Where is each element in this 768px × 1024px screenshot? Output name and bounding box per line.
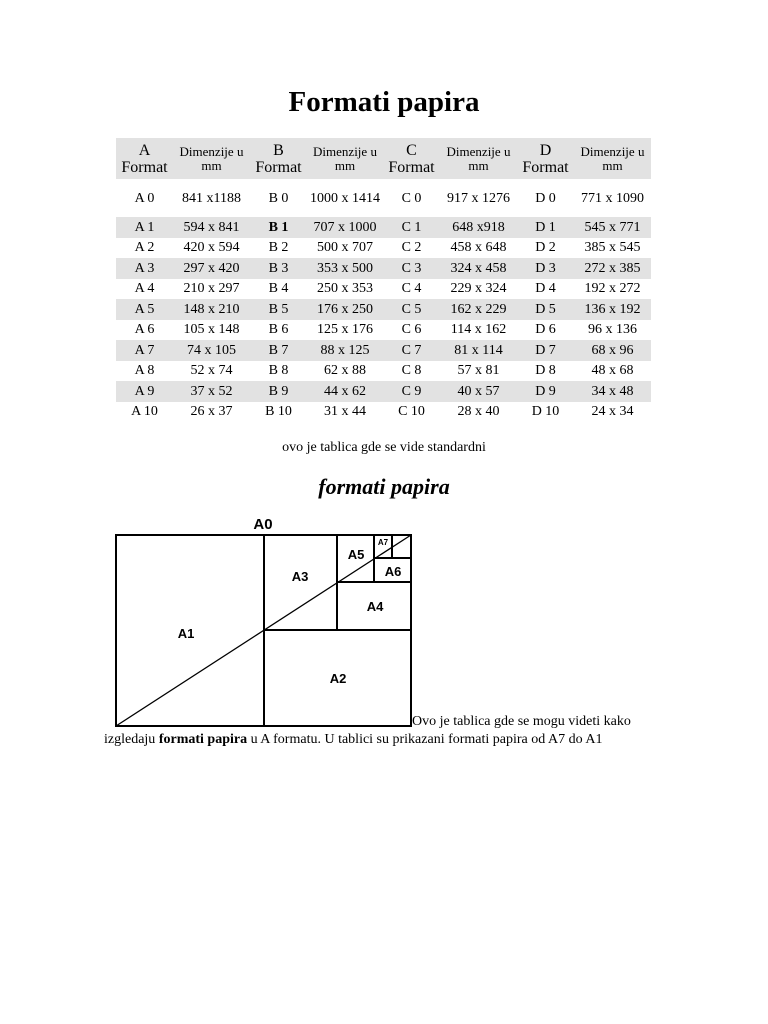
table-cell: C 4 — [401, 281, 422, 297]
label-a1: A1 — [177, 626, 195, 641]
a8-box — [392, 535, 411, 558]
table-cell: B 2 — [268, 240, 289, 256]
table-cell: 96 x 136 — [588, 322, 637, 338]
table-cell: C 6 — [401, 322, 422, 338]
table-cell: 105 x 148 — [183, 322, 240, 338]
table-cell: A 2 — [134, 240, 155, 256]
table-cell: B 3 — [250, 258, 307, 279]
table-cell: 31 x 44 — [324, 404, 366, 420]
table-cell: 707 x 1000 — [307, 217, 383, 238]
table-cell: C 9 — [383, 381, 440, 402]
table-row — [116, 381, 651, 402]
table-cell: 44 x 62 — [307, 381, 383, 402]
table-cell: 88 x 125 — [307, 340, 383, 361]
table-cell: C 8 — [401, 363, 422, 379]
table-cell: 74 x 105 — [173, 340, 250, 361]
table-cell: A 8 — [134, 363, 155, 379]
table-row — [116, 340, 651, 361]
table-cell: D 7 — [517, 340, 574, 361]
paper-formats-table — [116, 138, 651, 422]
table-cell: A 0 — [134, 190, 155, 206]
column-header: Dimenzije u mm — [574, 138, 651, 179]
table-cell: 385 x 545 — [584, 240, 641, 256]
table-cell: C 0 — [401, 190, 422, 206]
table-row — [116, 179, 651, 217]
column-header: Dimenzije u mm — [173, 138, 250, 179]
label-a2: A2 — [329, 671, 347, 686]
table-cell: 420 x 594 — [183, 240, 240, 256]
table-cell: 148 x 210 — [173, 299, 250, 320]
paragraph-bold-term: formati papira — [158, 732, 248, 747]
table-cell: A 3 — [116, 258, 173, 279]
column-header: A Format — [116, 138, 173, 179]
table-cell: 324 x 458 — [440, 258, 517, 279]
table-cell: 114 x 162 — [450, 322, 507, 338]
table-cell: A 4 — [134, 281, 155, 297]
column-header: B Format — [250, 138, 307, 179]
table-cell: 176 x 250 — [307, 299, 383, 320]
table-cell: B 8 — [268, 363, 289, 379]
table-cell: 52 x 74 — [190, 363, 233, 379]
table-cell: C 7 — [383, 340, 440, 361]
table-cell: 250 x 353 — [317, 281, 373, 297]
table-cell: 841 x1188 — [182, 190, 241, 206]
table-header-row — [116, 138, 651, 179]
table-cell: B 10 — [265, 404, 292, 420]
table-cell: B 0 — [268, 190, 289, 206]
label-a4: A4 — [366, 599, 384, 614]
table-cell: D 6 — [535, 322, 556, 338]
label-a0: A0 — [253, 516, 273, 533]
table-cell: A 6 — [134, 322, 155, 338]
table-cell: D 3 — [517, 258, 574, 279]
table-cell: 297 x 420 — [173, 258, 250, 279]
table-cell: 48 x 68 — [591, 363, 634, 379]
table-row — [116, 217, 651, 238]
table-cell: C 10 — [398, 404, 425, 420]
table-cell: A 9 — [116, 381, 173, 402]
table-cell: 24 x 34 — [591, 404, 634, 420]
table-row — [116, 238, 651, 259]
table-cell: A 7 — [116, 340, 173, 361]
table-cell: C 5 — [383, 299, 440, 320]
subtitle: formati papira — [318, 474, 450, 499]
paragraph-text-after: u A formatu. U tablici su prikazani formati papira od A7 do A1 — [247, 732, 603, 747]
description-paragraph — [104, 713, 664, 749]
label-a6: A6 — [384, 564, 402, 579]
table-cell: 771 x 1090 — [581, 190, 644, 206]
table-cell: D 8 — [535, 363, 556, 379]
table-cell: B 7 — [250, 340, 307, 361]
table-cell: 28 x 40 — [457, 404, 500, 420]
table-cell: 458 x 648 — [450, 240, 507, 256]
table-cell: B 5 — [250, 299, 307, 320]
table-cell: 1000 x 1414 — [310, 190, 380, 206]
label-a5: A5 — [347, 547, 365, 562]
table-cell: 62 x 88 — [324, 363, 366, 379]
table-cell: 229 x 324 — [450, 281, 507, 297]
table-cell: B 1 — [250, 217, 307, 238]
table-row — [116, 320, 651, 341]
table-cell: C 1 — [383, 217, 440, 238]
table-cell: 162 x 229 — [440, 299, 517, 320]
column-header: Dimenzije u mm — [307, 138, 383, 179]
table-cell: D 4 — [535, 281, 556, 297]
table-cell: B 9 — [250, 381, 307, 402]
table-cell: B 4 — [268, 281, 289, 297]
table-row — [116, 402, 651, 423]
table-cell: 353 x 500 — [307, 258, 383, 279]
table-cell: 272 x 385 — [574, 258, 651, 279]
table-cell: 37 x 52 — [173, 381, 250, 402]
table-cell: D 5 — [517, 299, 574, 320]
column-header: D Format — [517, 138, 574, 179]
table-cell: A 1 — [116, 217, 173, 238]
paragraph-line-1: Ovo je tablica gde se mogu videti kako — [412, 714, 631, 729]
table-body — [116, 138, 651, 422]
table-row — [116, 361, 651, 382]
table-cell: 125 x 176 — [317, 322, 373, 338]
table-cell: 210 x 297 — [183, 281, 240, 297]
table-cell: B 6 — [268, 322, 289, 338]
label-a7: A7 — [377, 538, 389, 547]
label-a3: A3 — [291, 569, 309, 584]
table-row — [116, 279, 651, 300]
table-caption: ovo je tablica gde se vide standardni — [282, 440, 486, 455]
table-cell: 136 x 192 — [574, 299, 651, 320]
table-cell: 34 x 48 — [574, 381, 651, 402]
table-cell: D 2 — [535, 240, 556, 256]
table-cell: 917 x 1276 — [447, 190, 510, 206]
page-title: Formati papira — [288, 86, 480, 118]
table-cell: A 10 — [131, 404, 158, 420]
table-cell: 68 x 96 — [574, 340, 651, 361]
table-cell: C 3 — [383, 258, 440, 279]
table-cell: 81 x 114 — [440, 340, 517, 361]
table-cell: D 0 — [535, 190, 556, 206]
table-cell: A 5 — [116, 299, 173, 320]
table-cell: D 9 — [517, 381, 574, 402]
paragraph-text-before: izgledaju — [104, 732, 159, 747]
table-row — [116, 258, 651, 279]
table-cell: 57 x 81 — [457, 363, 500, 379]
table-cell: 648 x918 — [440, 217, 517, 238]
column-header: Dimenzije u mm — [440, 138, 517, 179]
table-cell: D 10 — [531, 404, 560, 420]
table-cell: 40 x 57 — [440, 381, 517, 402]
table-row — [116, 299, 651, 320]
table-cell: 500 x 707 — [317, 240, 373, 256]
column-header: C Format — [383, 138, 440, 179]
table-cell: 594 x 841 — [173, 217, 250, 238]
table-cell: 192 x 272 — [584, 281, 641, 297]
table-cell: D 1 — [517, 217, 574, 238]
table-cell: 545 x 771 — [574, 217, 651, 238]
table-cell: 26 x 37 — [190, 404, 233, 420]
a-format-diagram — [114, 512, 416, 730]
table-cell: C 2 — [401, 240, 422, 256]
